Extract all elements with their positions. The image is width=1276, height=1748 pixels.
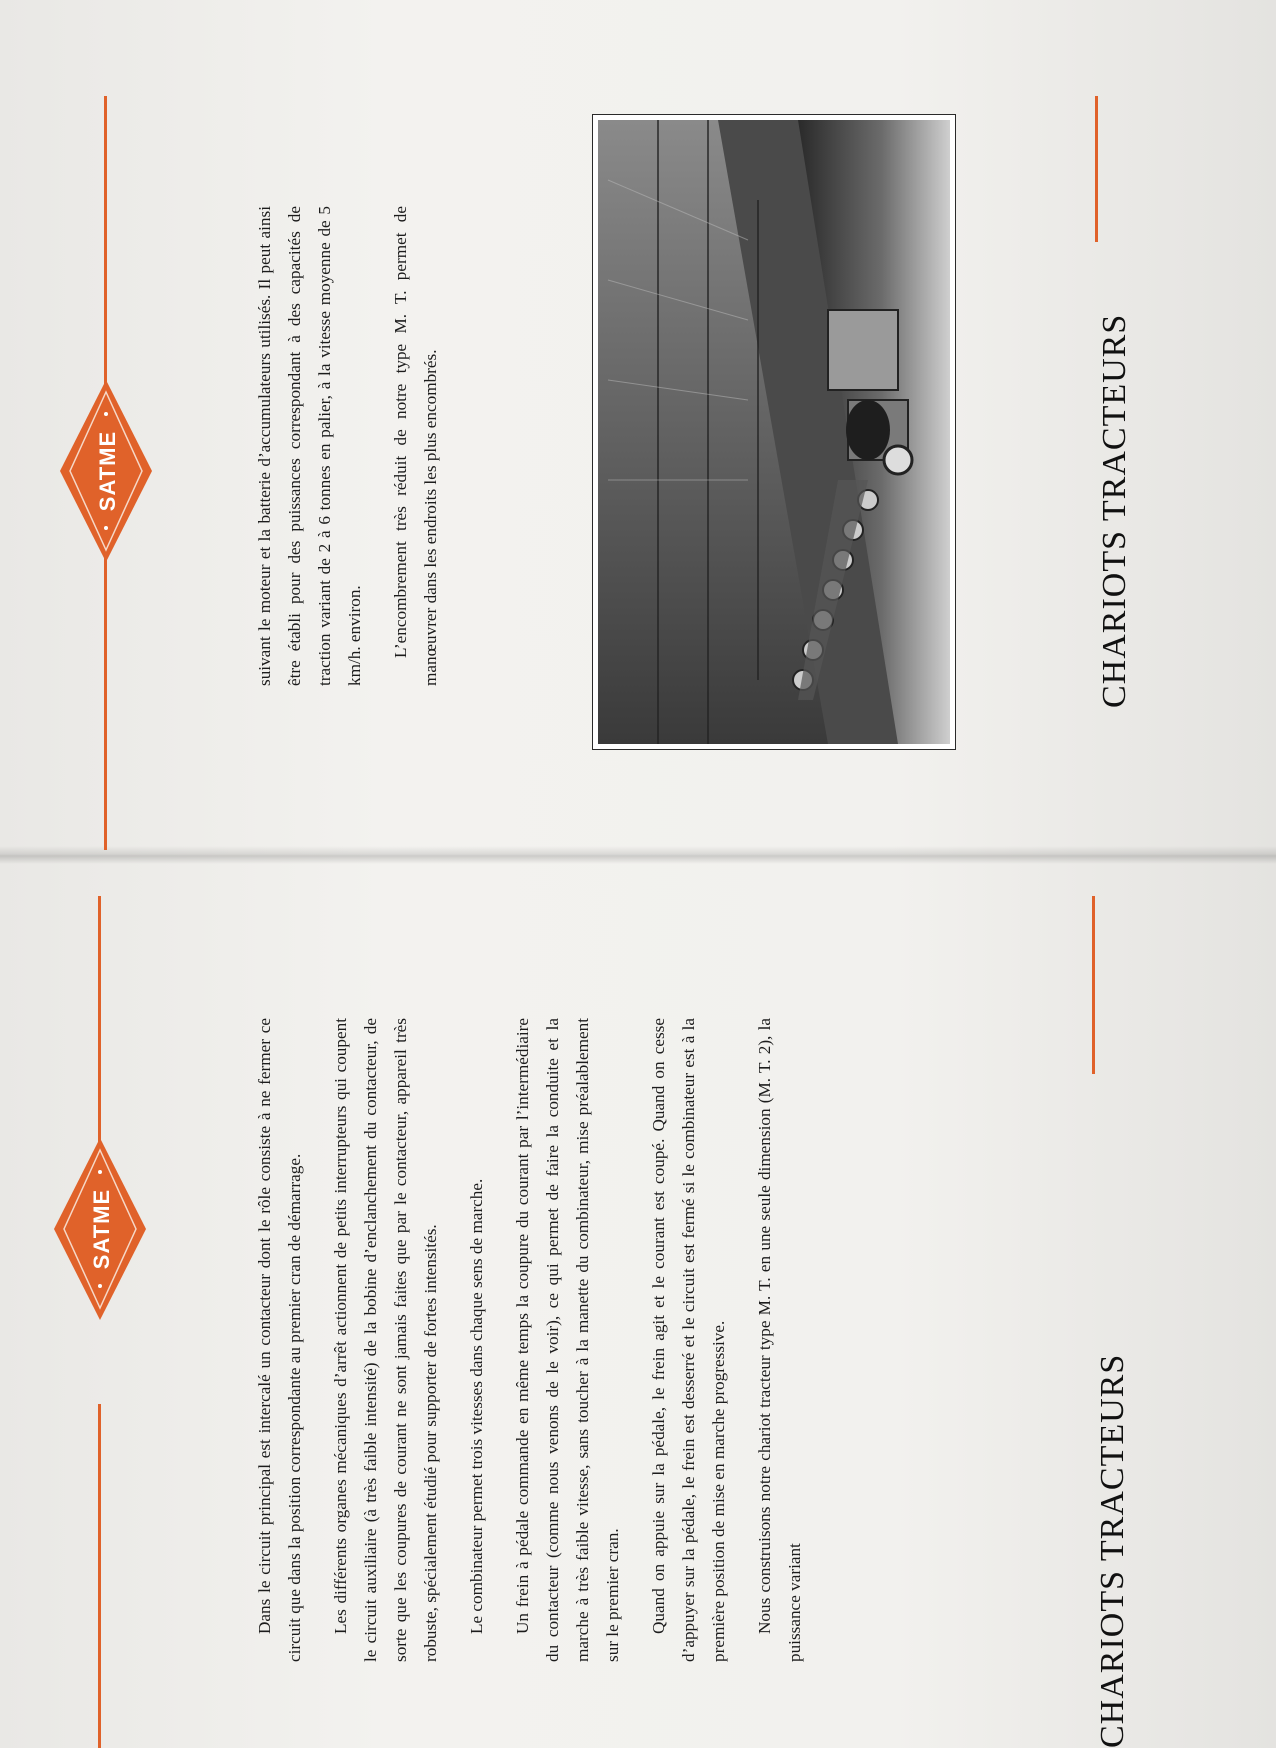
logo-text: SATME	[95, 430, 120, 512]
orange-rule-upper-right	[1095, 96, 1098, 242]
orange-rule-lower-left-bottom	[98, 896, 101, 1146]
orange-rule-lower-right	[1092, 896, 1095, 1074]
page-fold	[0, 846, 1276, 864]
lower-heading: CHARIOTS TRACTEURS	[1094, 1353, 1131, 1748]
lower-paragraph-2: Les différents organes mécaniques d’arrêt actionnent de petits interrupteurs qui coupent le circuit auxiliaire (à très faible intensité) de la bobine d’enclanchement du contacteur, de sorte que les coupures de courant ne sont jamais faites que par le contacteur, appareil très robuste, spécialement étudié pour supporter de fortes intensités.	[331, 1018, 440, 1662]
tractor-photograph	[592, 114, 956, 750]
upper-heading: CHARIOTS TRACTEURS	[1096, 313, 1133, 708]
lower-page-text	[250, 1018, 970, 1662]
photo-image	[598, 120, 950, 744]
lower-paragraph-3: Le combinateur permet trois vitesses dans chaque sens de marche.	[467, 1178, 486, 1634]
upper-page-text	[250, 206, 440, 686]
upper-paragraph-2: L’encombrement très réduit de notre type M. T. permet de manœuvrer dans les endroits les plus encombrés.	[391, 206, 440, 686]
satme-logo-upper	[58, 378, 154, 564]
logo-text: SATME	[89, 1188, 114, 1270]
upper-paragraph-1: suivant le moteur et la batterie d’accumulateurs utilisés. Il peut ainsi être établi pour des puissances correspondant à des capacités de traction variant de 2 à 6 tonnes en palier, à la vitesse moyenne de 5 km/h. environ.	[255, 206, 364, 686]
orange-rule-upper-left-top	[104, 556, 107, 850]
lower-paragraph-4: Un frein à pédale commande en même temps la coupure du courant par l’intermédiaire du contacteur (comme nous venons de le voir), ce qui permet de faire la conduite et la marche à très faible vitesse, sans toucher à la manette du combinateur, mise préalablement sur le premier cran.	[513, 1018, 622, 1662]
lower-paragraph-5: Quand on appuie sur la pédale, le frein agit et le courant est coupé. Quand on cesse d’appuyer sur la pédale, le frein est desserré et le circuit est fermé si le combinateur est à la première position de mise en marche progressive.	[649, 1018, 728, 1662]
orange-rule-upper-left-bottom	[104, 96, 107, 392]
orange-rule-lower-left-top	[98, 1404, 101, 1748]
satme-logo-lower	[52, 1136, 148, 1322]
lower-paragraph-1: Dans le circuit principal est intercalé un contacteur dont le rôle consiste à ne fermer ce circuit que dans la position correspondante au premier cran de démarrage.	[255, 1018, 304, 1662]
lower-paragraph-6: Nous construisons notre chariot tracteur type M. T. en une seule dimension (M. T. 2), la puissance variant	[755, 1018, 804, 1662]
